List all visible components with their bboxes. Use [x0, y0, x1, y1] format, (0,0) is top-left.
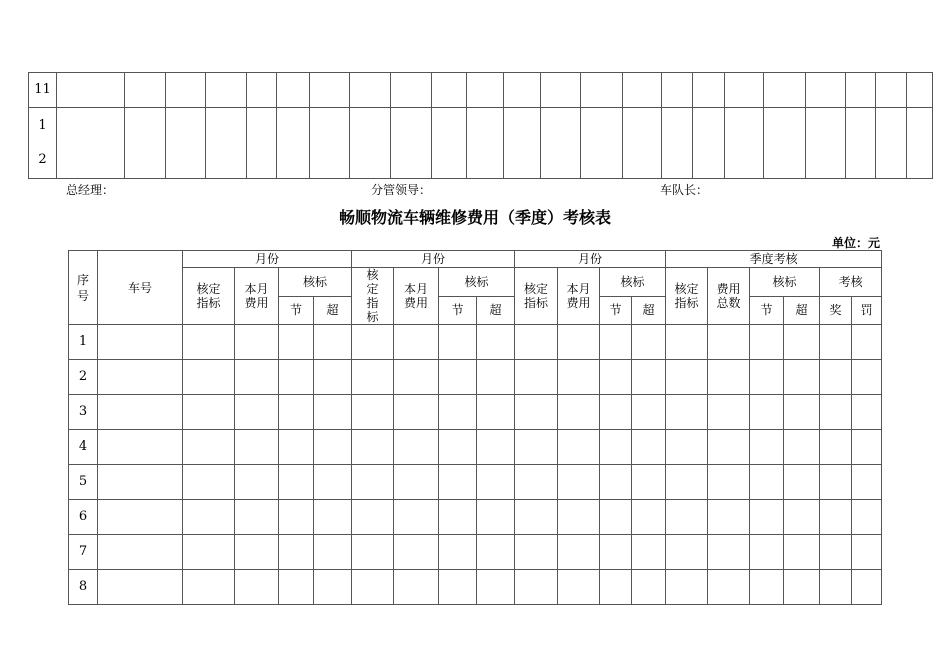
header-over: 超: [477, 296, 515, 325]
blank-cell[interactable]: [391, 73, 432, 108]
input-cell[interactable]: [439, 570, 477, 605]
input-cell[interactable]: [708, 360, 750, 395]
input-cell[interactable]: [784, 500, 820, 535]
input-cell[interactable]: [515, 430, 558, 465]
input-cell[interactable]: [352, 465, 394, 500]
input-cell[interactable]: [708, 395, 750, 430]
blank-cell[interactable]: [623, 73, 662, 108]
input-cell[interactable]: [558, 395, 600, 430]
blank-cell[interactable]: [166, 108, 206, 179]
input-cell[interactable]: [750, 535, 784, 570]
input-cell[interactable]: [235, 500, 279, 535]
blank-cell[interactable]: [504, 73, 541, 108]
unit-label: 单位：元: [832, 236, 881, 250]
input-cell[interactable]: [279, 325, 314, 360]
table-row: [69, 500, 882, 535]
input-cell[interactable]: [279, 430, 314, 465]
input-cell[interactable]: [352, 500, 394, 535]
blank-cell[interactable]: [693, 73, 725, 108]
blank-cell[interactable]: [725, 73, 764, 108]
input-cell[interactable]: [708, 430, 750, 465]
input-cell[interactable]: [558, 570, 600, 605]
blank-cell[interactable]: [206, 73, 247, 108]
input-cell[interactable]: [183, 500, 235, 535]
input-cell[interactable]: [632, 535, 666, 570]
input-cell[interactable]: [632, 395, 666, 430]
input-cell[interactable]: [98, 325, 183, 360]
input-cell[interactable]: [477, 535, 515, 570]
input-cell[interactable]: [183, 325, 235, 360]
input-cell[interactable]: [558, 430, 600, 465]
blank-cell[interactable]: [206, 108, 247, 179]
input-cell[interactable]: [820, 360, 852, 395]
input-cell[interactable]: [558, 500, 600, 535]
blank-cell[interactable]: [391, 108, 432, 179]
input-cell[interactable]: [784, 430, 820, 465]
blank-cell[interactable]: [467, 73, 504, 108]
input-cell[interactable]: [820, 465, 852, 500]
input-cell[interactable]: [600, 535, 632, 570]
input-cell[interactable]: [183, 465, 235, 500]
header-month-2: 月份: [352, 251, 515, 268]
input-cell[interactable]: [666, 535, 708, 570]
header-check-standard: 核标: [600, 268, 666, 297]
input-cell[interactable]: [820, 500, 852, 535]
input-cell[interactable]: [279, 465, 314, 500]
input-cell[interactable]: [515, 570, 558, 605]
input-cell[interactable]: [708, 325, 750, 360]
header-penalty: 罚: [852, 296, 882, 325]
input-cell[interactable]: [600, 360, 632, 395]
form-title: 畅顺物流车辆维修费用（季度）考核表: [338, 208, 611, 227]
input-cell[interactable]: [632, 570, 666, 605]
input-cell[interactable]: [314, 500, 352, 535]
input-cell[interactable]: [820, 570, 852, 605]
input-cell[interactable]: [852, 465, 882, 500]
input-cell[interactable]: [314, 325, 352, 360]
input-cell[interactable]: [394, 395, 439, 430]
header-approved-index: 核定指标: [666, 268, 708, 325]
input-cell[interactable]: [477, 360, 515, 395]
header-total-cost: 费用总数: [708, 268, 750, 325]
input-cell[interactable]: [235, 465, 279, 500]
input-cell[interactable]: [183, 535, 235, 570]
blank-cell[interactable]: [247, 108, 277, 179]
input-cell[interactable]: [314, 395, 352, 430]
input-cell[interactable]: [784, 325, 820, 360]
input-cell[interactable]: [439, 325, 477, 360]
input-cell[interactable]: [515, 395, 558, 430]
row-number: 8: [69, 570, 98, 605]
header-save: 节: [439, 296, 477, 325]
blank-cell[interactable]: [876, 108, 907, 179]
input-cell[interactable]: [477, 500, 515, 535]
blank-cell[interactable]: [432, 73, 467, 108]
input-cell[interactable]: [279, 395, 314, 430]
input-cell[interactable]: [394, 570, 439, 605]
input-cell[interactable]: [515, 535, 558, 570]
input-cell[interactable]: [820, 325, 852, 360]
input-cell[interactable]: [235, 570, 279, 605]
input-cell[interactable]: [784, 360, 820, 395]
team-leader-label: 车队长：: [660, 183, 709, 197]
header-this-month-cost: 本月费用: [558, 268, 600, 325]
general-manager-label: 总经理：: [66, 183, 115, 197]
blank-cell[interactable]: [581, 108, 623, 179]
header-over: 超: [632, 296, 666, 325]
input-cell[interactable]: [98, 360, 183, 395]
input-cell[interactable]: [314, 570, 352, 605]
blank-cell[interactable]: [764, 108, 806, 179]
input-cell[interactable]: [394, 535, 439, 570]
input-cell[interactable]: [439, 500, 477, 535]
blank-cell[interactable]: [623, 108, 662, 179]
input-cell[interactable]: [515, 500, 558, 535]
input-cell[interactable]: [784, 465, 820, 500]
input-cell[interactable]: [750, 395, 784, 430]
blank-cell[interactable]: [504, 108, 541, 179]
header-save: 节: [600, 296, 632, 325]
input-cell[interactable]: [632, 500, 666, 535]
row-number: 1: [69, 325, 98, 360]
blank-cell[interactable]: [277, 73, 310, 108]
blank-cell[interactable]: [693, 108, 725, 179]
input-cell[interactable]: [852, 535, 882, 570]
header-car-no: 车号: [98, 251, 183, 325]
header-check-standard: 核标: [750, 268, 820, 297]
input-cell[interactable]: [235, 325, 279, 360]
blank-cell[interactable]: [662, 73, 693, 108]
blank-cell[interactable]: [876, 73, 907, 108]
blank-cell[interactable]: [806, 73, 846, 108]
input-cell[interactable]: [558, 325, 600, 360]
input-cell[interactable]: [750, 325, 784, 360]
input-cell[interactable]: [183, 360, 235, 395]
input-cell[interactable]: [600, 465, 632, 500]
input-cell[interactable]: [352, 395, 394, 430]
blank-cell[interactable]: [541, 108, 581, 179]
header-reward: 奖: [820, 296, 852, 325]
input-cell[interactable]: [750, 465, 784, 500]
input-cell[interactable]: [666, 325, 708, 360]
blank-cell[interactable]: [846, 73, 876, 108]
input-cell[interactable]: [394, 430, 439, 465]
input-cell[interactable]: [98, 395, 183, 430]
blank-cell[interactable]: [125, 73, 166, 108]
header-seq: 序号: [69, 251, 98, 325]
header-this-month-cost: 本月费用: [394, 268, 439, 325]
input-cell[interactable]: [352, 430, 394, 465]
header-over: 超: [784, 296, 820, 325]
input-cell[interactable]: [666, 465, 708, 500]
input-cell[interactable]: [477, 430, 515, 465]
header-check-standard: 核标: [439, 268, 515, 297]
input-cell[interactable]: [279, 360, 314, 395]
blank-cell[interactable]: [806, 108, 846, 179]
input-cell[interactable]: [666, 395, 708, 430]
input-cell[interactable]: [279, 570, 314, 605]
input-cell[interactable]: [750, 360, 784, 395]
input-cell[interactable]: [515, 325, 558, 360]
input-cell[interactable]: [183, 570, 235, 605]
input-cell[interactable]: [632, 360, 666, 395]
input-cell[interactable]: [439, 535, 477, 570]
input-cell[interactable]: [852, 570, 882, 605]
input-cell[interactable]: [235, 535, 279, 570]
input-cell[interactable]: [439, 430, 477, 465]
input-cell[interactable]: [439, 360, 477, 395]
row-number: 5: [69, 465, 98, 500]
input-cell[interactable]: [632, 465, 666, 500]
blank-cell[interactable]: [350, 108, 391, 179]
row-number: 2: [69, 360, 98, 395]
previous-page-table: [28, 72, 933, 179]
input-cell[interactable]: [352, 325, 394, 360]
input-cell[interactable]: [352, 535, 394, 570]
input-cell[interactable]: [666, 570, 708, 605]
input-cell[interactable]: [666, 360, 708, 395]
blank-cell[interactable]: [541, 73, 581, 108]
table-row: [69, 430, 882, 465]
header-save: 节: [279, 296, 314, 325]
header-save: 节: [750, 296, 784, 325]
input-cell[interactable]: [352, 360, 394, 395]
blank-cell[interactable]: [277, 108, 310, 179]
input-cell[interactable]: [852, 500, 882, 535]
table-row: [69, 570, 882, 605]
input-cell[interactable]: [314, 430, 352, 465]
input-cell[interactable]: [314, 360, 352, 395]
input-cell[interactable]: [750, 570, 784, 605]
input-cell[interactable]: [558, 360, 600, 395]
input-cell[interactable]: [708, 570, 750, 605]
input-cell[interactable]: [820, 430, 852, 465]
header-approved-index: 核定指标: [183, 268, 235, 325]
header-quarter: 季度考核: [666, 251, 882, 268]
input-cell[interactable]: [708, 465, 750, 500]
input-cell[interactable]: [852, 430, 882, 465]
blank-cell[interactable]: [57, 108, 125, 179]
blank-cell[interactable]: [846, 108, 876, 179]
input-cell[interactable]: [477, 325, 515, 360]
input-cell[interactable]: [632, 430, 666, 465]
table-row: [69, 325, 882, 360]
input-cell[interactable]: [852, 360, 882, 395]
blank-cell[interactable]: [725, 108, 764, 179]
input-cell[interactable]: [708, 535, 750, 570]
input-cell[interactable]: [558, 535, 600, 570]
maintenance-cost-table: [68, 250, 882, 605]
input-cell[interactable]: [820, 535, 852, 570]
header-month-1: 月份: [183, 251, 352, 268]
input-cell[interactable]: [515, 360, 558, 395]
input-cell[interactable]: [98, 535, 183, 570]
input-cell[interactable]: [708, 500, 750, 535]
input-cell[interactable]: [477, 465, 515, 500]
header-approved-index: 核定指标: [352, 268, 394, 325]
input-cell[interactable]: [235, 395, 279, 430]
table-row: [69, 465, 882, 500]
row-number: 3: [69, 395, 98, 430]
table-row: [69, 535, 882, 570]
row-number: 11: [29, 73, 57, 108]
table-row: [69, 360, 882, 395]
supervisor-label: 分管领导：: [371, 183, 432, 197]
input-cell[interactable]: [394, 465, 439, 500]
input-cell[interactable]: [314, 535, 352, 570]
blank-cell[interactable]: [310, 73, 350, 108]
header-approved-index: 核定指标: [515, 268, 558, 325]
input-cell[interactable]: [632, 325, 666, 360]
blank-cell[interactable]: [247, 73, 277, 108]
input-cell[interactable]: [558, 465, 600, 500]
blank-cell[interactable]: [907, 73, 933, 108]
input-cell[interactable]: [600, 325, 632, 360]
input-cell[interactable]: [394, 500, 439, 535]
blank-cell[interactable]: [166, 73, 206, 108]
input-cell[interactable]: [235, 430, 279, 465]
header-assessment: 考核: [820, 268, 882, 297]
input-cell[interactable]: [98, 430, 183, 465]
input-cell[interactable]: [439, 465, 477, 500]
blank-cell[interactable]: [581, 73, 623, 108]
row-number: 4: [69, 430, 98, 465]
blank-cell[interactable]: [662, 108, 693, 179]
input-cell[interactable]: [477, 570, 515, 605]
blank-cell[interactable]: [350, 73, 391, 108]
input-cell[interactable]: [394, 325, 439, 360]
input-cell[interactable]: [852, 395, 882, 430]
input-cell[interactable]: [235, 360, 279, 395]
row-number: 6: [69, 500, 98, 535]
row-number-line: 1: [38, 118, 47, 133]
input-cell[interactable]: [515, 465, 558, 500]
header-over: 超: [314, 296, 352, 325]
input-cell[interactable]: [750, 430, 784, 465]
input-cell[interactable]: [98, 570, 183, 605]
input-cell[interactable]: [314, 465, 352, 500]
header-check-standard: 核标: [279, 268, 352, 297]
row-number-line: 2: [38, 152, 47, 167]
input-cell[interactable]: [98, 465, 183, 500]
input-cell[interactable]: [820, 395, 852, 430]
blank-cell[interactable]: [467, 108, 504, 179]
input-cell[interactable]: [784, 535, 820, 570]
input-cell[interactable]: [852, 325, 882, 360]
input-cell[interactable]: [666, 500, 708, 535]
input-cell[interactable]: [183, 395, 235, 430]
blank-cell[interactable]: [764, 73, 806, 108]
input-cell[interactable]: [98, 500, 183, 535]
input-cell[interactable]: [600, 500, 632, 535]
header-month-3: 月份: [515, 251, 666, 268]
input-cell[interactable]: [600, 430, 632, 465]
input-cell[interactable]: [439, 395, 477, 430]
input-cell[interactable]: [477, 395, 515, 430]
blank-cell[interactable]: [57, 73, 125, 108]
input-cell[interactable]: [600, 395, 632, 430]
blank-cell[interactable]: [310, 108, 350, 179]
input-cell[interactable]: [279, 500, 314, 535]
blank-cell[interactable]: [125, 108, 166, 179]
input-cell[interactable]: [279, 535, 314, 570]
row-number: 7: [69, 535, 98, 570]
row-number: [29, 108, 57, 179]
blank-cell[interactable]: [432, 108, 467, 179]
blank-cell[interactable]: [907, 108, 933, 179]
header-this-month-cost: 本月费用: [235, 268, 279, 325]
input-cell[interactable]: [600, 570, 632, 605]
input-cell[interactable]: [784, 570, 820, 605]
input-cell[interactable]: [666, 430, 708, 465]
input-cell[interactable]: [394, 360, 439, 395]
table-row: [69, 395, 882, 430]
input-cell[interactable]: [352, 570, 394, 605]
input-cell[interactable]: [183, 430, 235, 465]
input-cell[interactable]: [784, 395, 820, 430]
input-cell[interactable]: [750, 500, 784, 535]
